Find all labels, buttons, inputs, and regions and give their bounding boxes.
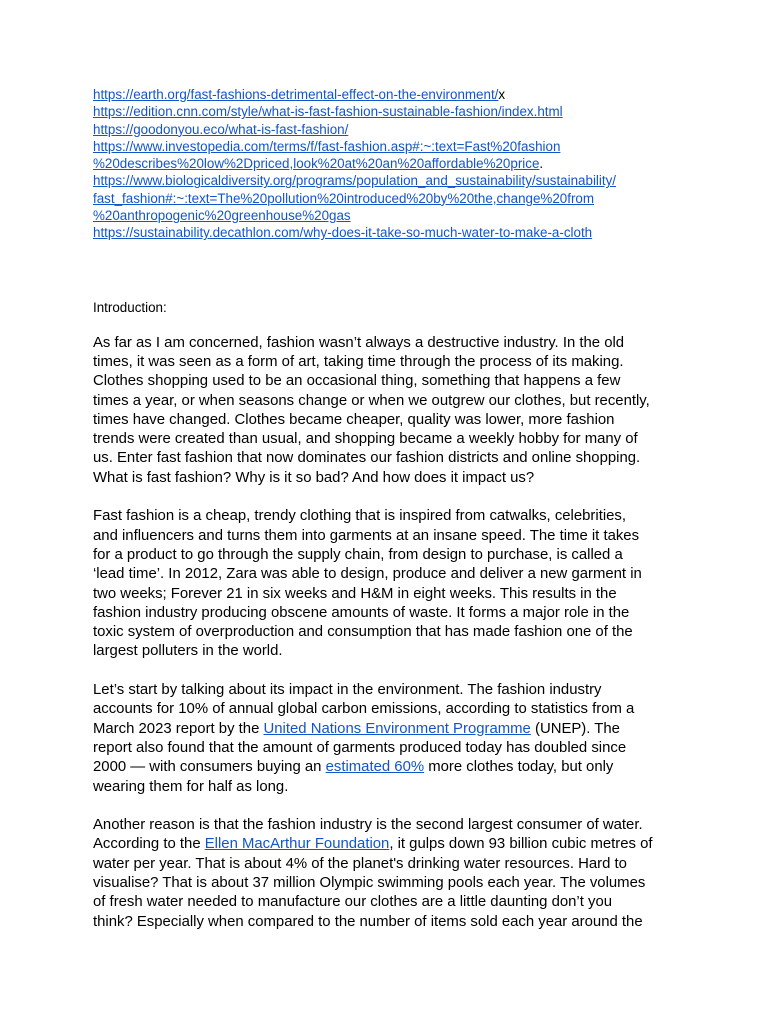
reference-link-4-suffix: .: [539, 156, 544, 172]
reference-link-4-line-a: [93, 138, 683, 155]
paragraph-line: accounts for 10% of annual global carbon emissions, according to statistics from a: [93, 701, 635, 718]
paragraph-line: times a year, or when seasons change or when we outgrew our clothes, but recently,: [93, 392, 650, 409]
paragraph-line: As far as I am concerned, fashion wasn’t always a destructive industry. In the old: [93, 334, 625, 351]
reference-link-decathlon[interactable]: https://sustainability.decathlon.com/why-does-it-take-so-much-water-to-make-a-cloth: [93, 225, 593, 241]
paragraph-line: of fresh water needed to manufacture our clothes are a little daunting don’t you: [93, 894, 613, 911]
text-segment: 2000 — with consumers buying an: [93, 759, 326, 776]
reference-link-2-line: [93, 103, 683, 120]
introduction-heading: Introduction:: [93, 299, 167, 315]
reference-link-5-line-b: [93, 190, 683, 207]
reference-link-3-line: [93, 121, 683, 138]
reference-link-1-suffix: x: [498, 87, 506, 102]
paragraph-line: think? Especially when compared to the number of items sold each year around the: [93, 913, 643, 930]
reference-link-4-line-b: [93, 155, 683, 172]
paragraph-line: trends were created than usual, and shopping became a weekly hobby for many of: [93, 431, 638, 448]
paragraph-line: toxic system of overproduction and consumption that has made fashion one of the: [93, 624, 633, 641]
text-segment: March 2023 report by the: [93, 720, 264, 737]
paragraph-line: times have changed. Clothes became cheaper, quality was lower, more fashion: [93, 411, 615, 428]
paragraph-line: for a product to go through the supply chain, from design to purchase, is called a: [93, 546, 623, 563]
paragraph-line: Fast fashion is a cheap, trendy clothing that is inspired from catwalks, celebrities,: [93, 508, 627, 525]
paragraph-line: [93, 758, 683, 777]
paragraph-line: Clothes shopping used to be an occasional thing, something that happens a few: [93, 373, 621, 390]
reference-link-6-line: [93, 224, 683, 241]
paragraph-line: largest polluters in the world.: [93, 643, 283, 660]
paragraph-intro: [93, 334, 683, 488]
paragraph-fast-fashion-definition: [93, 507, 683, 661]
reference-link-investopedia[interactable]: https://www.investopedia.com/terms/f/fast-fashion.asp#:~:text=Fast%20fashion: [93, 138, 561, 154]
paragraph-line: Let’s start by talking about its impact in the environment. The fashion industry: [93, 682, 602, 699]
paragraph-line: us. Enter fast fashion that now dominates our fashion districts and online shopping.: [93, 450, 641, 467]
text-segment: more clothes today, but only: [424, 759, 614, 776]
unep-link[interactable]: United Nations Environment Programme: [263, 720, 531, 737]
paragraph-environment-impact: [93, 681, 683, 797]
reference-link-1-line: [93, 86, 683, 103]
reference-link-biologicaldiversity-cont-2[interactable]: %20anthropogenic%20greenhouse%20gas: [93, 208, 351, 224]
reference-link-investopedia-cont[interactable]: %20describes%20low%2Dpriced,look%20at%20an%20affordable%20price: [93, 156, 540, 172]
paragraph-line: and influencers and turns them into garments at an insane speed. The time it takes: [93, 527, 640, 544]
reference-link-biologicaldiversity[interactable]: https://www.biologicaldiversity.org/programs/population_and_sustainability/sustainability/: [93, 173, 617, 189]
reference-links: [93, 86, 683, 242]
paragraph-line: Another reason is that the fashion industry is the second largest consumer of water.: [93, 817, 643, 834]
paragraph-line: fashion industry producing obscene amounts of waste. It forms a major role in the: [93, 604, 630, 621]
text-segment: (UNEP). The: [530, 720, 620, 737]
estimated-60-link[interactable]: estimated 60%: [325, 759, 425, 776]
reference-link-5-line-c: [93, 207, 683, 224]
paragraph-line: wearing them for half as long.: [93, 778, 289, 795]
paragraph-line: [93, 720, 683, 739]
paragraph-line: water per year. That is about 4% of the planet's drinking water resources. Hard to: [93, 855, 627, 872]
text-segment: According to the: [93, 836, 205, 853]
paragraph-line: visualise? That is about 37 million Olympic swimming pools each year. The volumes: [93, 874, 646, 891]
paragraph-line: report also found that the amount of garments produced today has doubled since: [93, 739, 627, 756]
paragraph-line: times, it was seen as a form of art, taking time through the process of its making.: [93, 353, 624, 370]
paragraph-line: [93, 835, 683, 854]
paragraph-line: two weeks; Forever 21 in six weeks and H&M in eight weeks. This results in the: [93, 585, 617, 602]
reference-link-5-line-a: [93, 172, 683, 189]
reference-link-cnn[interactable]: https://edition.cnn.com/style/what-is-fast-fashion-sustainable-fashion/index.html: [93, 104, 563, 120]
document-page: [93, 86, 683, 932]
reference-link-goodonyou[interactable]: https://goodonyou.eco/what-is-fast-fashion/: [93, 121, 349, 137]
paragraph-water-consumption: [93, 816, 683, 932]
reference-link-biologicaldiversity-cont-1[interactable]: fast_fashion#:~:text=The%20pollution%20introduced%20by%20the,change%20from: [93, 190, 595, 206]
paragraph-line: What is fast fashion? Why is it so bad? And how does it impact us?: [93, 469, 535, 486]
reference-link-earth-org[interactable]: https://earth.org/fast-fashions-detrimental-effect-on-the-environment/: [93, 87, 499, 102]
paragraph-line: ‘lead time’. In 2012, Zara was able to design, produce and deliver a new garment in: [93, 566, 642, 583]
ellen-macarthur-foundation-link[interactable]: Ellen MacArthur Foundation: [204, 836, 390, 853]
text-segment: , it gulps down 93 billion cubic metres of: [389, 836, 653, 853]
